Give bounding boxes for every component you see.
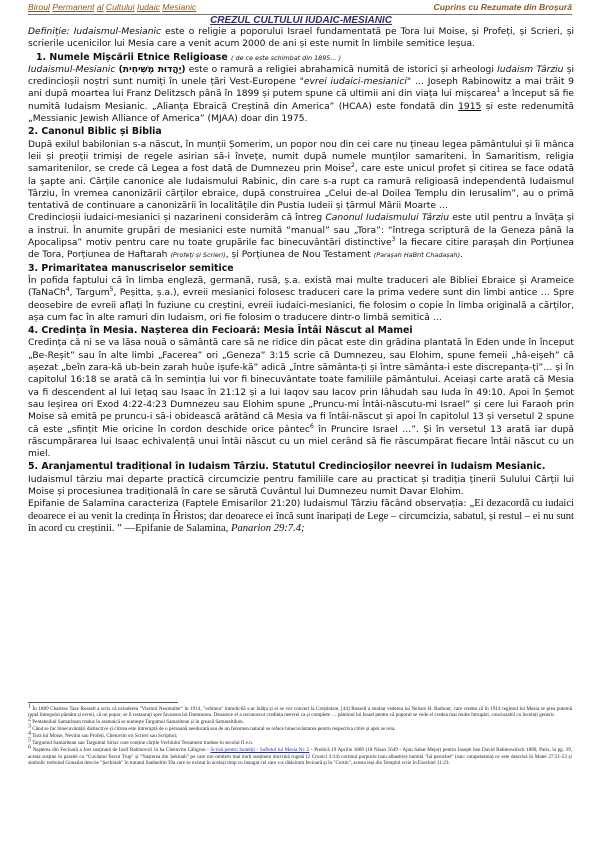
quote-source: Panarion 29:7.4;: [230, 522, 305, 534]
footnote-text: Tora lui Moise, Neviim sau Profeți, Chetuvim ori Scrieri sau Scripturi;: [32, 733, 178, 740]
header-booklet-title: Cuprins cu Rezumate din Broșură: [433, 2, 572, 12]
definition-paragraph: [28, 26, 574, 51]
footnote: [28, 703, 572, 719]
section-1-title: 1. Numele Mișcării Etnice Religioase: [36, 51, 228, 63]
section-1-heading-note: ( de ce este schimbat din 1895... ): [231, 53, 341, 62]
s2-text: Credincioșii iudaici-mesianici și nazarineni considerăm că întreg: [28, 213, 326, 224]
header-word: Permanent: [52, 2, 95, 12]
s1-text: … Joseph Rabinowitz a mai trăit 9 ani după moartea lui Franz Delitzsch până în 1899 și putem spune că ultimii ani din viața lui mișcarea: [28, 77, 574, 100]
section-5-heading: 5. Aranjamentul tradițional în Iudaism Târziu. Statutul Credincioșilor neevrei în Iudaism Mesianic.: [28, 461, 546, 473]
footnotes: [28, 703, 572, 767]
s1-text: și este redenumită „Messianic Jewish Alliance of America” (MJAA) doar din 1975.: [28, 101, 574, 125]
footnote-text: Nașterea din Fecioară a fost susținută de Iosif Rabinovici în ha Chetuvim Lâligrun -: [32, 747, 211, 754]
s2-text: , care este unicul profet și citirea se face odată la șapte ani. Cărțile canonice ale Iudaismului Rabinic, din care s-a rupt ca ramură religioasă independentă Iudaismul Târziu, în vremea canonizării cărților ebraice, după construirea „Celui de-al Doilea Templu din Ierusalim”, au o primă tentativă de continuare a canonizării în localitățile din Pustia Iudeii și țărmul Mării Moarte …: [28, 164, 574, 212]
footnote-ref[interactable]: 5: [109, 286, 114, 294]
epiphanius-quote: „Ei dezacordă cu iudaici deoarece ei au venit la credința în Ĥristos; dar deoarece ei încă sunt înaripați de Lege – circumcizia, sabatul, și restul – ei nu sunt în acord cu creștinii. ”: [28, 498, 574, 534]
section-2-paragraph-1: [28, 139, 574, 213]
footnote-divider: [28, 702, 178, 703]
definition-term: Iudaismul-Mesianic: [73, 27, 162, 37]
footnote-ref[interactable]: 3: [391, 236, 396, 243]
footnote: [28, 730, 572, 740]
section-1-heading: [36, 52, 574, 64]
footnote-ref[interactable]: 1: [496, 87, 501, 95]
s4-text: în Pruncire Israel …”. Și în versetul 13 arată iar după răscumpărarea lui Isaac echivalență unui întâi născut cu un miel cerând să fie răscumpărat fiecare întâi născut cu un miel.: [28, 424, 574, 460]
section-5-paragraph-1: Iudaismul târziu mai departe practică circumcizie pentru familiile care au practicat și tradiția ținerii Sulului Cărții lui Moise și procesiunea tradițională în care se sărută Cuvântul lui Dumnezeu numit Davar Elohim.: [28, 474, 574, 497]
s2-text: După exilul babilonian s-a născut, în munții Șomerim, un popor nou din cei care nu țineau legea pământului și îi mânca leii și preoții trimiși de regele asirian să-i învețe, numit după numele munților samariteni. În Samaritism, religia samaritenilor, se crede că Legea a fost dată de Dumnezeu prin Moise: [28, 139, 574, 175]
footnote: [28, 723, 572, 733]
section-4-paragraph: [28, 337, 574, 460]
s2-note: (Parașah HaBrit Chadașah): [373, 251, 461, 260]
year-link[interactable]: 1915: [458, 101, 482, 112]
header-word: al: [96, 2, 104, 12]
s1-text: este o ramură a religiei abrahamică numită de istorici și arheologi: [185, 64, 498, 75]
definition-label: Definiție:: [28, 27, 70, 37]
document-title: CREZUL CULTULUI IUDAIC-MESIANIC: [210, 15, 392, 26]
footnote-ref[interactable]: 6: [309, 422, 314, 430]
header-word: Iudaic: [136, 2, 160, 12]
footnote-ref[interactable]: 4: [65, 286, 70, 294]
footnote: [28, 744, 572, 767]
s2-text: la fiecare citire parașah din Porțiunea de Tora, Porțiunea de Haftarah: [28, 238, 574, 261]
s1-quote: "evrei iudaici-mesianici": [299, 77, 412, 88]
s1-term: Iudaismul-Mesianic: [28, 64, 116, 75]
s3-text: , Targum: [69, 288, 110, 299]
footnote-number: 2: [28, 716, 31, 723]
main-content: [28, 15, 574, 535]
header-word: Biroul: [28, 2, 50, 12]
footnote-number: 6: [28, 744, 31, 751]
s1-hebrew-term: (יַהֲדוּת מְשִׁיחִית): [118, 64, 186, 75]
s2-text: .: [460, 250, 463, 261]
footnote-text: Targumul Samaritean sau Targumul Siriac care conține cărțile Vechiului Testament traduse în secolul II e.n.: [32, 740, 254, 747]
section-3-heading: 3. Primaritatea manuscriselor semitice: [28, 262, 234, 274]
section-1-paragraph: [28, 64, 574, 125]
footnote-text: - Predică 19 Aprilie 1889 (18 Nisan 5649 - Ajun Sabat Mejot) pentru Joseph ben David Rabinowitsch 1890, Paris, la pg. 39, acesta susține în paralel cu "Cuvântul fiecut Trup" și "Nașterea din Șekinah" pe care noi omitem mai mult susținem doctrină rugetă (2 Cronici 3:14) cortinul purpuriu (sau albastrie) numită "hâ parochet" (sau: catapetasma) ce este descrisă în Matei 27:51-53 și simbolic trebuind Gonailat descrie "Șechinah" în tratatul Sanhedrin 39a care se existat în același timp cu înaugat cel care s-a rătăcitum fecioară și în "Cortin", acesta ieși din Templul scrie în Ezechiel 11:23.: [28, 747, 572, 767]
s5-text: Epifanie de Salamina caracteriza (Faptele Emisarilor 21:20) Iudaismul Târziu făcând observația:: [28, 499, 470, 510]
definition-text: este o religie a poporului Israel fundamentată pe Tora lui Moise, și Profeți, și Scrieri, și scrierile ucenicilor lui Mesia care a venit acum 2000 de ani și este numit în limbile semitice Ieșua.: [28, 27, 575, 50]
s3-text: În pofida faptului că în limba engleză, germană, rusă, ș.a. există mai multe traduceri ale Bibliei Ebraice și Arameice (TaNaCh: [28, 275, 574, 299]
s2-text: , și Porțiunea de Nou Testament: [225, 250, 374, 261]
footnote-ref[interactable]: 2: [350, 162, 355, 170]
s1-text: a început să fie numită Iudaism Mesianic. „Alianța Ebraică Creștină din America” (HCAA) este fondată din: [28, 89, 574, 112]
s1-text: și credincioșii noștri sunt numiți în unele țări Vest-Europene: [28, 64, 574, 88]
s4-text: Credința că ni se va lăsa nouă o sământă care să ne ridice din păcat este din grădina plantată în Eden unde în început „Be-Reșit” sau în alte limbi „Facerea” ori „Geneza” 3:15 scrie că Dumnezeu, sau Elohim, spune femeii „hâ-eișeh” că așezat „beîn zara-kă ub-bein zarah huûe ișufe-kă” adică „între sământa-ți și între sământa-i este discrepanța-ți”… și în capitolul 16:18 se arată că în seminția lui vor fi binecuvântate toate familiile pământului. Aceiași carte arată că Mesia va fi descendent al lui Iețaq sau Isaac în 21:12 și a lui Iaqov sau Iacov prin Iâhudah sau Iuda în 49:10. Apoi în Șemot sau Ieșirea ori Exod 4:22-4:23 Dumnezeu sau Elohim spune „Pruncu-mi Întâi-născutu-mi Israel” și cere lui Faraoh prin Moise să emită pe pruncu-i să-i obidească arătând că Mesia va fi întâi-născut și apoi în capitolul 13 și versetul 2 spune că este „sfințit Mie oricine în cordon deschide orice pântec: [28, 338, 574, 435]
footnote: [28, 716, 572, 726]
quote-author: —Epifanie de Salamina,: [121, 522, 231, 534]
footnote: [28, 737, 572, 747]
header-org-name[interactable]: [28, 2, 196, 12]
footnote-number: 3: [28, 723, 31, 730]
footnote-number: 5: [28, 737, 31, 744]
s3-text: , Peșitta, ș.a.), evreii mesianici folosesc traduceri care la prima vedere sunt din limbi antice … Spre deosebire de evreii aflați în fuziune cu creștini, evreii iudaici-mesianici, fie folosim o copie în limba originală a cărților, așa cum fac în alte ramuri din Iudaism, ori fie folosim o traducere dintr-o limbă semitică …: [28, 288, 575, 323]
footnote-source-link[interactable]: Scrisă pentru Israeliți - Sufletul lui Mesia Nr. 2: [210, 747, 310, 754]
section-2-paragraph-2: [28, 212, 574, 261]
section-3-paragraph: [28, 275, 574, 324]
footnote-number: 1: [28, 703, 31, 710]
header-word: Mesianic: [162, 2, 197, 12]
footnote-number: 4: [28, 730, 31, 737]
header-word: Cultului: [105, 2, 135, 12]
section-5-paragraph-2: [28, 498, 574, 535]
s2-canon-term: Canonul Iudaismului Târziu: [325, 213, 449, 224]
footnote-text: În 1889 Charless Taze Russell a scris că ucinderea "Viermii Neumulter" în 1914, "orbitera" întredicilă s-ar înălța și ei se vor convert la Creștinism. [44] Russell a studiat vederea lui Nelson H. Barbour, care credea că în 1914 regimul lui Mesia se prea putemă ruptă întregului pământ și evreii, că un popor, se îl restaurați spre favoarea lui Dumnezeu. Deoarece el a recunoscut credința neevrei ca și complete … păminul lui Israel pentru că poporul se vede el credea mai multe întrupări, conciuzabil cu înceinți generic.: [28, 706, 572, 719]
s2-text: este util pentru a învăța și a instrui. În anumite grupări de mesianici este numită “manual” sau „Tora”: “întrega scriptură de la Geneza până la Apocalipsa” motiv pentru care nu toate grupările fac binecuvântări distinctive: [28, 213, 574, 249]
section-2-heading: 2. Canonul Biblic și Biblia: [28, 126, 162, 138]
footnote-text: Pentateuhul Samaritean tradus în aramaică se numește Targumul Samaritean și în greacă Samareitikon.: [32, 719, 245, 726]
section-4-heading: 4. Credința în Mesia. Nașterea din Fecioară: Mesia Întâi Născut al Mamei: [28, 325, 413, 337]
s1-term-late-judaism: Iudaism Târziu: [497, 64, 564, 75]
s2-note: (Profeți și Scrieri): [170, 251, 226, 260]
footnote-text: Când se fac binecuvântări distinctive și citirea este întreruptă de o persoană needucată sau de un fenomen natural se reface binecuvântarea pentru respectiva citire și apoi se reia.: [32, 726, 396, 733]
